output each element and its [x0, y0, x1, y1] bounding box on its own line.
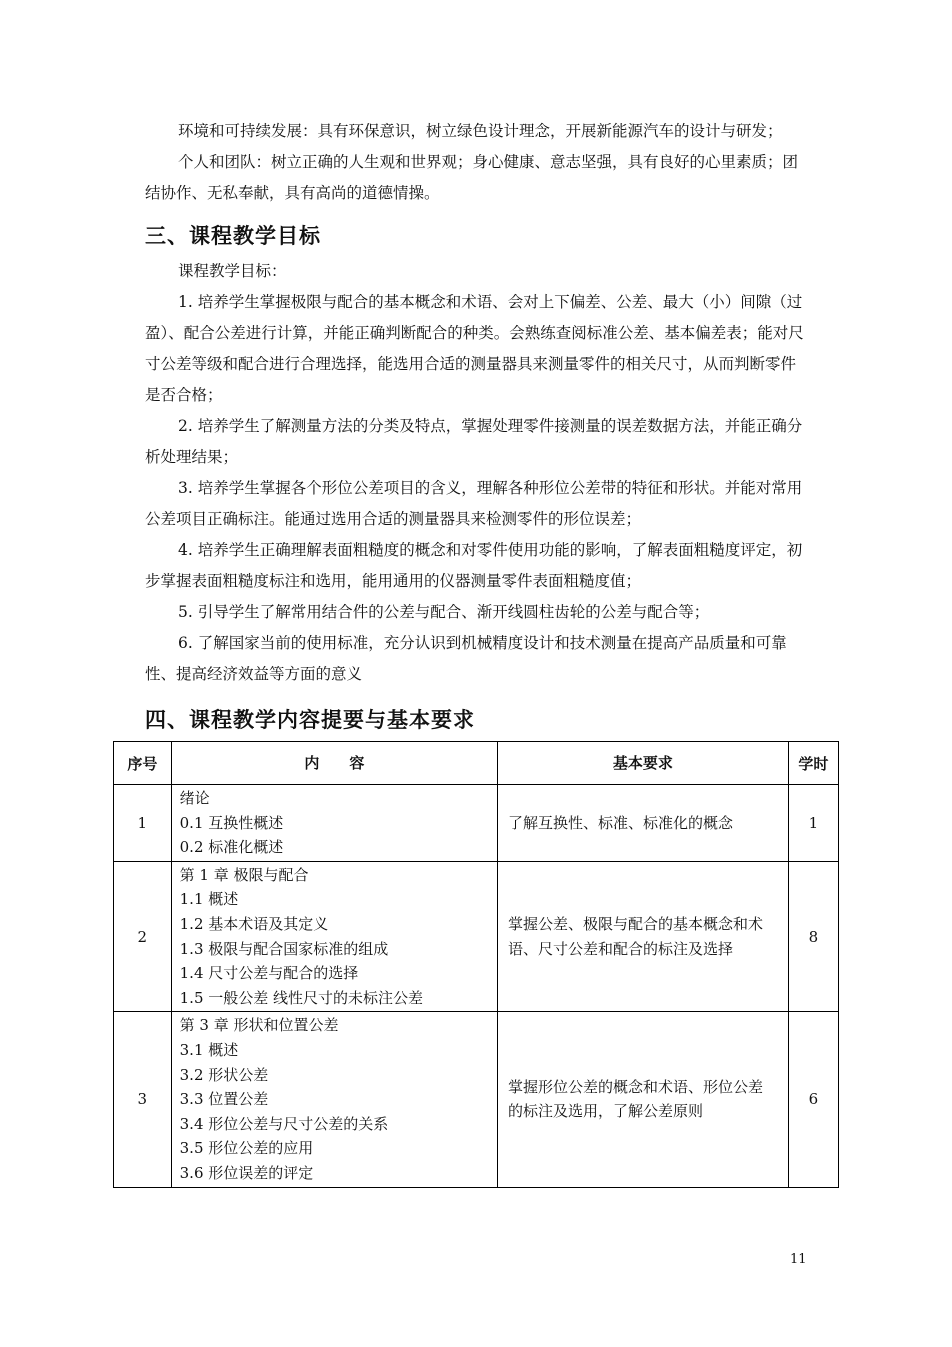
row-hours: 6 [788, 1012, 838, 1187]
content-line: 3.3 位置公差 [179, 1090, 269, 1109]
header-requirement: 基本要求 [498, 742, 789, 785]
row-hours: 8 [788, 861, 838, 1012]
content-line: 1.5 一般公差 线性尺寸的未标注公差 [179, 988, 424, 1007]
intro-paragraph-2: 个人和团队：树立正确的人生观和世界观；身心健康、意志坚强，具有良好的心里素质；团结协作、无私奉献，具有高尚的道德情操。 [145, 153, 799, 202]
table-row [114, 1012, 839, 1187]
content-line: 绪论 [179, 789, 210, 807]
row-hours: 1 [788, 785, 838, 862]
content-line: 3.5 形位公差的应用 [179, 1139, 314, 1158]
content-table [113, 741, 839, 1188]
content-line: 第 1 章 极限与配合 [179, 865, 309, 884]
content-line: 0.1 互换性概述 [179, 813, 284, 832]
content-line: 1.2 基本术语及其定义 [179, 914, 329, 933]
row-requirement: 掌握公差、极限与配合的基本概念和术语、尺寸公差和配合的标注及选择 [498, 861, 789, 1012]
content-line: 1.1 概述 [179, 890, 239, 909]
objective-item-3: 3. 培养学生掌握各个形位公差项目的含义，理解各种形位公差带的特征和形状。并能对常用公差项目正确标注。能通过选用合适的测量器具来检测零件的形位误差； [145, 479, 803, 528]
row-requirement: 掌握形位公差的概念和术语、形位公差的标注及选用，了解公差原则 [498, 1012, 789, 1187]
intro-text [145, 116, 810, 209]
row-requirement: 了解互换性、标准、标准化的概念 [498, 785, 789, 862]
header-content: 内 容 [171, 742, 497, 785]
header-number: 序号 [114, 742, 172, 785]
content-line: 1.3 极限与配合国家标准的组成 [179, 939, 389, 958]
table-row [114, 785, 839, 862]
content-line: 3.6 形位误差的评定 [179, 1163, 314, 1182]
objectives-lead: 课程教学目标： [178, 262, 287, 280]
objective-item-2: 2. 培养学生了解测量方法的分类及特点，掌握处理零件接测量的误差数据方法，并能正确分析处理结果； [145, 417, 803, 466]
content-line: 3.4 形位公差与尺寸公差的关系 [179, 1114, 389, 1133]
objective-item-6: 6. 了解国家当前的使用标准，充分认识到机械精度设计和技术测量在提高产品质量和可靠性、提高经济效益等方面的意义 [145, 634, 787, 683]
content-line: 0.2 标准化概述 [179, 838, 284, 857]
section-4-heading: 四、课程教学内容提要与基本要求 [145, 708, 475, 732]
row-content [171, 785, 497, 862]
row-number: 2 [114, 861, 172, 1012]
content-line: 第 3 章 形状和位置公差 [179, 1016, 339, 1035]
intro-paragraph-1: 环境和可持续发展：具有环保意识，树立绿色设计理念，开展新能源汽车的设计与研发； [178, 122, 783, 140]
row-number: 1 [114, 785, 172, 862]
content-line: 3.2 形状公差 [179, 1065, 269, 1084]
table-row [114, 861, 839, 1012]
objective-item-5: 5. 引导学生了解常用结合件的公差与配合、渐开线圆柱齿轮的公差与配合等； [178, 603, 710, 621]
row-content [171, 861, 497, 1012]
row-content [171, 1012, 497, 1187]
section-3-heading: 三、课程教学目标 [145, 224, 321, 248]
objective-item-4: 4. 培养学生正确理解表面粗糙度的概念和对零件使用功能的影响，了解表面粗糙度评定，初步掌握表面粗糙度标注和选用，能用通用的仪器测量零件表面粗糙度值； [145, 541, 803, 590]
header-hours: 学时 [788, 742, 838, 785]
objective-item-1: 1. 培养学生掌握极限与配合的基本概念和术语、会对上下偏差、公差、最大（小）间隙（过盈）、配合公差进行计算，并能正确判断配合的种类。会熟练查阅标准公差、基本偏差表；能对尺寸公差等级和配合进行合理选择，能选用合适的测量器具来测量零件的相关尺寸，从而判断零件是否合格； [145, 293, 804, 404]
row-number: 3 [114, 1012, 172, 1187]
page-number: 11 [790, 1252, 807, 1267]
content-line: 3.1 概述 [179, 1040, 239, 1059]
section-3-body [145, 256, 810, 690]
table-header-row [114, 742, 839, 785]
content-line: 1.4 尺寸公差与配合的选择 [179, 964, 359, 983]
